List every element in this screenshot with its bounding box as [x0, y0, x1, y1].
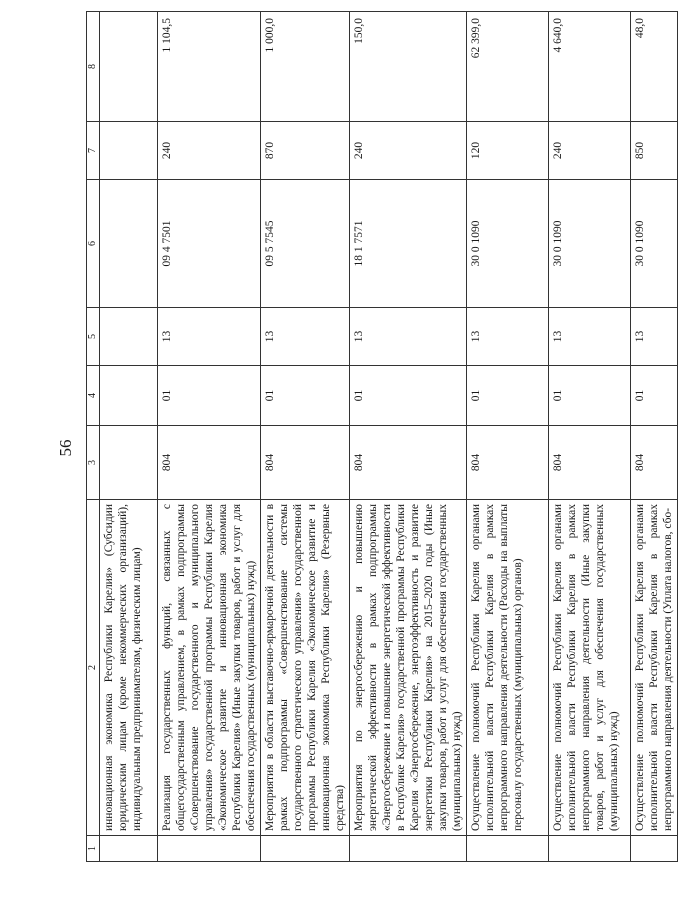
table-row	[631, 12, 678, 862]
section-code: 01	[631, 366, 678, 426]
expense-type	[100, 122, 158, 180]
row-marker	[467, 836, 549, 862]
col-header-6: 6	[87, 180, 100, 308]
table-row	[549, 12, 631, 862]
page-number: 56	[56, 439, 75, 457]
target-article: 30 0 1090	[549, 180, 631, 308]
table-row	[261, 12, 350, 862]
expense-type: 240	[350, 122, 467, 180]
expense-type: 850	[631, 122, 678, 180]
row-marker	[100, 836, 158, 862]
section-code: 01	[261, 366, 350, 426]
target-article: 30 0 1090	[631, 180, 678, 308]
budget-table	[86, 11, 678, 862]
item-name: Осуществление полномочий Республики Карелия органами исполнительной власти Республики Карелия в рамках непрограммного направления деятельности (Уплата налогов, сбо-	[631, 500, 678, 836]
ministry-code: 804	[158, 426, 261, 500]
col-header-4: 4	[87, 366, 100, 426]
col-header-8: 8	[87, 12, 100, 122]
target-article	[100, 180, 158, 308]
row-marker	[631, 836, 678, 862]
section-code: 01	[158, 366, 261, 426]
target-article: 18 1 7571	[350, 180, 467, 308]
item-name: Мероприятия по энергосбережению и повышению энергетической эффективности в рамках подпрограммы «Энергосбережение и повышение энергетической эффективности в Республике Карелия» государственной программы Республики Карелия «Энергосбережение, энергоэффективность и развитие энергетики Республики Карелия» на 2015–2020 годы (Иные закупки товаров, работ и услуг для обеспечения государственных (муниципальных) нужд)	[350, 500, 467, 836]
section-code: 01	[467, 366, 549, 426]
budget-table-container	[86, 12, 674, 862]
subsection-code: 13	[549, 308, 631, 366]
target-article: 09 5 7545	[261, 180, 350, 308]
col-header-2: 2	[87, 500, 100, 836]
ministry-code: 804	[631, 426, 678, 500]
subsection-code: 13	[467, 308, 549, 366]
target-article: 09 4 7501	[158, 180, 261, 308]
amount	[100, 12, 158, 122]
subsection-code: 13	[631, 308, 678, 366]
subsection-code: 13	[158, 308, 261, 366]
col-header-7: 7	[87, 122, 100, 180]
col-header-5: 5	[87, 308, 100, 366]
subsection-code: 13	[261, 308, 350, 366]
section-code: 01	[549, 366, 631, 426]
table-row	[158, 12, 261, 862]
amount: 1 000,0	[261, 12, 350, 122]
item-name: Мероприятия в области выставочно-ярмарочной деятельности в рамках подпрограммы «Совершенствование системы государственного стратегического управления» государственной программы Республики Карелия «Экономическое развитие и инновационная экономика Республики Карелия» (Резервные средства)	[261, 500, 350, 836]
expense-type: 870	[261, 122, 350, 180]
expense-type: 120	[467, 122, 549, 180]
table-row	[350, 12, 467, 862]
amount: 4 640,0	[549, 12, 631, 122]
section-code	[100, 366, 158, 426]
ministry-code: 804	[350, 426, 467, 500]
col-header-3: 3	[87, 426, 100, 500]
expense-type: 240	[549, 122, 631, 180]
subsection-code	[100, 308, 158, 366]
row-marker	[350, 836, 467, 862]
col-header-1: 1	[87, 836, 100, 862]
ministry-code: 804	[261, 426, 350, 500]
amount: 1 104,5	[158, 12, 261, 122]
table-row	[467, 12, 549, 862]
row-marker	[549, 836, 631, 862]
ministry-code	[100, 426, 158, 500]
item-name: Реализация государственных функций, связанных с общегосударственным управлением, в рамках подпрограммы «Совершенствование государственного и муниципального управления» государственной программы Республики Карелия «Экономическое развитие и инновационная экономика Республики Карелия» (Иные закупки товаров, работ и услуг для обеспечения государственных (муниципальных) нужд)	[158, 500, 261, 836]
amount: 62 399,0	[467, 12, 549, 122]
rotated-page	[86, 12, 674, 862]
row-marker	[261, 836, 350, 862]
amount: 150,0	[350, 12, 467, 122]
table-row	[100, 12, 158, 862]
item-name: Осуществление полномочий Республики Карелия органами исполнительной власти Республики Карелия в рамках непрограммного направления деятельности (Иные закупки товаров, работ и услуг для обеспечения государственных (муниципальных) нужд)	[549, 500, 631, 836]
row-marker	[158, 836, 261, 862]
item-name: инновационная экономика Республики Карелия» (Субсидии юридическим лицам (кроме некоммерческих организаций), индивидуальным предпринимателям, физическим лицам)	[100, 500, 158, 836]
amount: 48,0	[631, 12, 678, 122]
section-code: 01	[350, 366, 467, 426]
ministry-code: 804	[549, 426, 631, 500]
subsection-code: 13	[350, 308, 467, 366]
expense-type: 240	[158, 122, 261, 180]
column-number-row	[87, 12, 100, 862]
item-name: Осуществление полномочий Республики Карелия органами исполнительной власти Республики Карелия в рамках непрограммного направления деятельности (Расходы на выплаты персоналу государственных (муниципальных) органов)	[467, 500, 549, 836]
target-article: 30 0 1090	[467, 180, 549, 308]
ministry-code: 804	[467, 426, 549, 500]
